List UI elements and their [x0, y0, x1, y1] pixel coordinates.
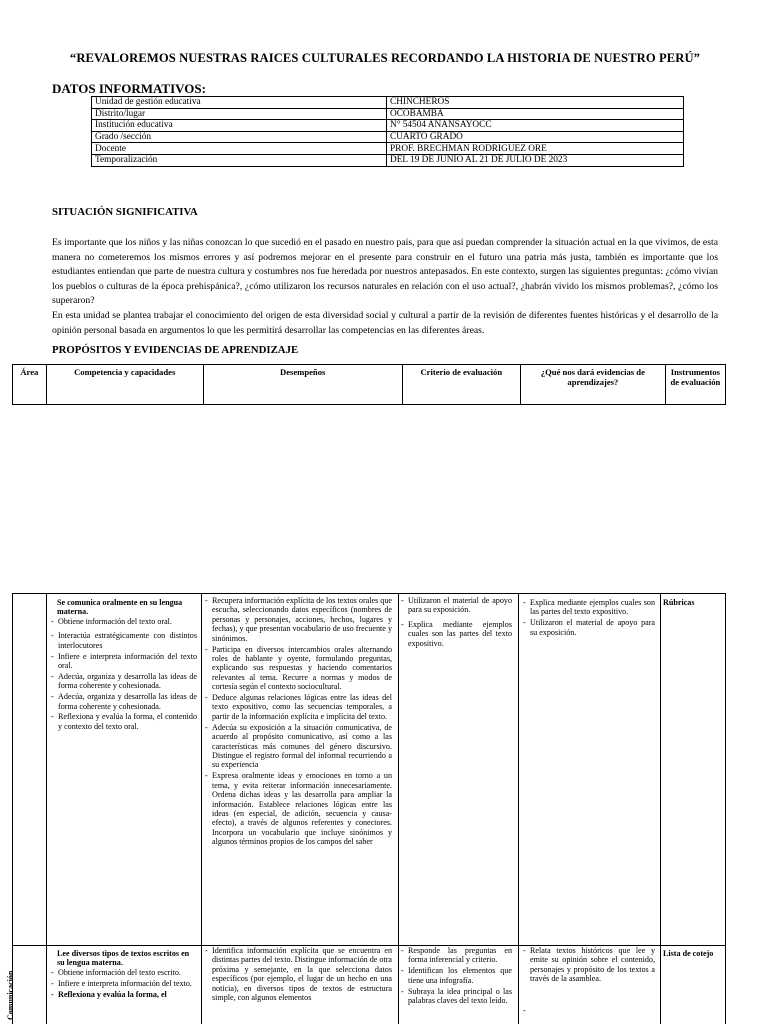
situacion-paragraph-2: En esta unidad se plantea trabajar el conocimiento del origen de esta diversidad social y cultural a partir de la revisión de diferentes fuentes históricas y el desarrollo de la opinión personal basada en argumentos lo que les permitirá desarrollar las competencias en las diferentes áreas. [52, 309, 718, 336]
info-value: N° 54504 ANANSAYOCC [387, 120, 684, 132]
list-item: - Reflexiona y evalúa la forma, el contenido y contexto del texto oral. [51, 712, 197, 731]
list-item: - Obtiene información del texto escrito. [51, 968, 197, 977]
header-criterio: Criterio de evaluación [402, 365, 520, 405]
list-item: - Obtiene información del texto oral. [51, 617, 197, 626]
table-row [92, 120, 684, 132]
list-item: - Recupera información explícita de los textos orales que escucha, seleccionando datos específicos (nombres de personas y personajes, acciones, hechos, lugares y fechas), y que presentan vocabulario de uso frecuente y sinónimos. [205, 596, 392, 643]
criterio-cell-lee [401, 946, 512, 1007]
competencia-title: Lee diversos tipos de textos escritos en su lengua materna. [57, 949, 190, 968]
table-row [92, 108, 684, 120]
header-desempenos: Desempeños [203, 365, 402, 405]
list-item: - Deduce algunas relaciones lógicas entre las ideas del texto expositivo, como las secuencias temporales, a partir de la información explícita e implícita del texto. [205, 693, 392, 721]
table-row [92, 143, 684, 155]
table-row [92, 154, 684, 166]
datos-heading: DATOS INFORMATIVOS: [52, 81, 206, 96]
info-key: Institución educativa [92, 120, 387, 132]
table-row [92, 131, 684, 143]
evidencias-cell-oral [523, 598, 655, 639]
competencia-title: Se comunica oralmente en su lengua materna. [57, 598, 183, 617]
instrumento-cell-lee: Lista de cotejo [663, 949, 714, 958]
list-item: - Reflexiona y evalúa la forma, el [51, 990, 197, 999]
instrumento-cell-oral: Rúbricas [663, 598, 695, 607]
info-key: Distrito/lugar [92, 108, 387, 120]
list-item: - Infiere e interpreta información del texto. [51, 979, 197, 988]
list-item: - Adecúa, organiza y desarrolla las ideas de forma coherente y cohesionada. [51, 692, 197, 711]
competencia-cell-lee [51, 949, 197, 1001]
list-item: - Explica mediante ejemplos cuales son las partes del texto expositivo. [401, 620, 512, 648]
propositos-header-table [12, 364, 726, 405]
desempenos-cell-oral [205, 596, 392, 848]
document-title: “REVALOREMOS NUESTRAS RAICES CULTURALES RECORDANDO LA HISTORIA DE NUESTRO PERÚ” [69, 51, 701, 65]
list-item: - Adecúa su exposición a la situación comunicativa, de acuerdo al propósito comunicativo, así como a las características más comunes del género discursivo. Distingue el registro formal del informal recurriendo a su experiencia [205, 723, 392, 770]
header-instrumentos: Instrumentos de evaluación [665, 365, 725, 405]
header-evidencias: ¿Qué nos dará evidencias de aprendizajes? [520, 365, 665, 405]
info-value: OCOBAMBA [387, 108, 684, 120]
list-item: - Adecúa, organiza y desarrolla las ideas de forma coherente y cohesionada. [51, 672, 197, 691]
area-label [4, 960, 18, 1020]
desempenos-cell-lee [205, 946, 392, 1004]
list-item: - Identifican los elementos que tiene una infografía. [401, 966, 512, 985]
list-item: - Utilizaron el material de apoyo para su exposición. [523, 618, 655, 637]
info-key: Unidad de gestión educativa [92, 97, 387, 109]
info-value: CUARTO GRADO [387, 131, 684, 143]
list-item: - Subraya la idea principal o las palabras claves del texto leído. [401, 987, 512, 1006]
info-key: Docente [92, 143, 387, 155]
info-value: CHINCHEROS [387, 97, 684, 109]
situacion-paragraph-1: Es importante que los niños y las niñas conozcan lo que sucedió en el pasado en nuestro país, para que así puedan comprender la situación actual en la que vivimos, de esta manera no cometeremos los mismos errores y así podremos mejorar en el presente para construir en el futuro una patria más justa, también es importante que los estudiantes entiendan que parte de nuestra cultura y costumbres nos fue heredada por nuestros antepasados. En este contexto, surgen las siguientes preguntas: ¿cómo vivían los pueblos o culturas de la época prehispánica?, ¿cómo utilizaron los recursos naturales en relación con el uso actual?, ¿habrán vivido los mismos problemas?, ¿cómo los superaron? [52, 237, 718, 307]
datos-table [91, 96, 684, 167]
list-item: - Infiere e interpreta información del texto oral. [51, 652, 197, 671]
list-item: - Participa en diversos intercambios orales alternando roles de hablante y oyente, formulando preguntas, explicando sus respuestas y haciendo comentarios relevantes al tema. Recurre a normas y modos de cortesía según el contexto sociocultural. [205, 645, 392, 692]
info-value: PROF. BRECHMAN RODRIGUEZ ORE [387, 143, 684, 155]
competencia-cell-oral [51, 598, 197, 733]
list-item: - Identifica información explícita que se encuentra en distintas partes del texto. Distingue información de otra próxima y semejante, en la que selecciona datos específicos (por ejemplo, el lugar de un hecho en una noticia), en diversos tipos de textos de estructura simple, con algunos elementos [205, 946, 392, 1002]
list-item: - Relata textos históricos que lee y emite su opinión sobre el contenido, personajes y propósito de los textos a través de la asamblea. [523, 946, 655, 984]
propositos-heading: PROPÓSITOS Y EVIDENCIAS DE APRENDIZAJE [52, 344, 299, 356]
list-item: - Responde las preguntas en forma inferencial y criterio. [401, 946, 512, 965]
evidencias-cell-lee [523, 946, 655, 1006]
situacion-heading: SITUACIÓN SIGNIFICATIVA [52, 206, 198, 218]
list-item: - Utilizaron el material de apoyo para su exposición. [401, 596, 512, 615]
list-item: - Expresa oralmente ideas y emociones en torno a un tema, y evita reiterar información innecesariamente. Ordena dichas ideas y las desarrolla para ampliar la información. Establece relaciones lógicas entre las ideas (en especial, de adición, secuencia y causa-efecto), a través de algunos referentes y conectores. Incorpora un vocabulario que incluye sinónimos y algunos términos propios de los campos del saber [205, 771, 392, 846]
situacion-text [52, 236, 718, 338]
info-value: DEL 19 DE JUNIO AL 21 DE JULIO DE 2023 [387, 154, 684, 166]
area-text: Comunicación [6, 970, 15, 1020]
list-item: - Interactúa estratégicamente con distintos interlocutores [51, 631, 197, 650]
header-area: Área [13, 365, 47, 405]
criterio-cell-oral [401, 596, 512, 650]
table-row [92, 97, 684, 109]
header-competencia: Competencia y capacidades [46, 365, 203, 405]
info-key: Grado /sección [92, 131, 387, 143]
list-item: - Explica mediante ejemplos cuales son las partes del texto expositivo. [523, 598, 655, 617]
info-key: Temporalización [92, 154, 387, 166]
table-header-row [13, 365, 726, 405]
